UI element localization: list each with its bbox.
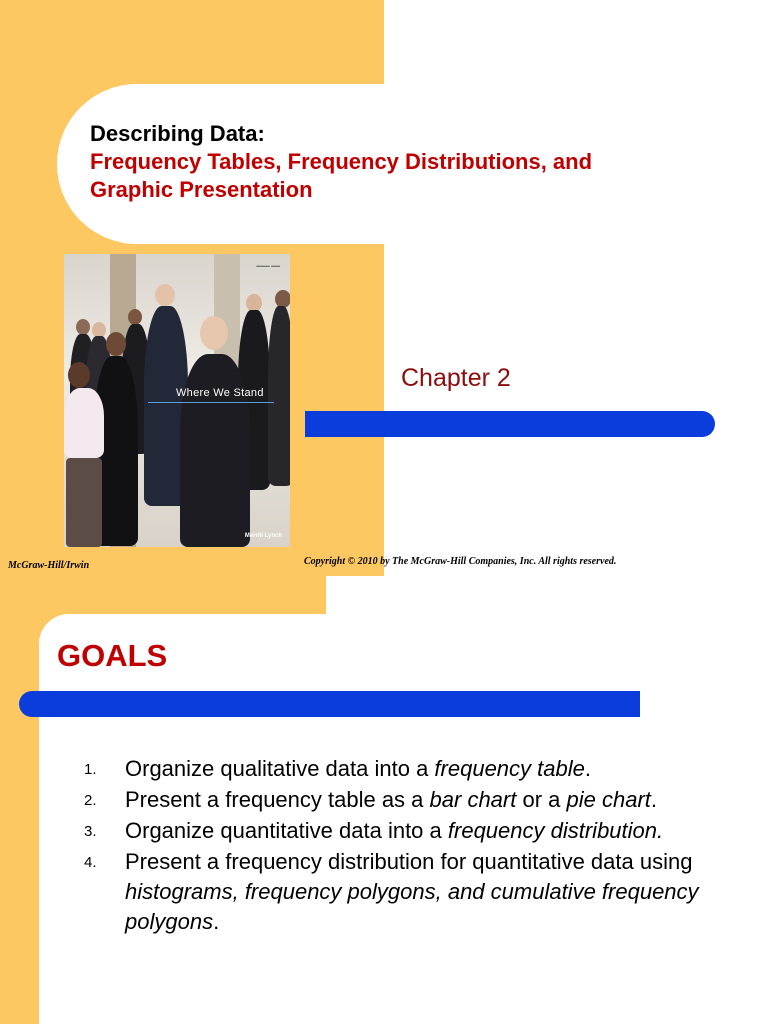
person-head <box>200 316 228 350</box>
goal-item <box>84 754 704 784</box>
goal-text: or a <box>516 787 567 812</box>
goal-number: 2. <box>84 792 97 809</box>
person-figure <box>180 354 250 547</box>
title-line-1: Describing Data: <box>90 121 265 146</box>
publisher-credit: McGraw-Hill/Irwin <box>8 560 90 571</box>
person-figure <box>64 388 104 458</box>
goal-item <box>84 785 704 815</box>
person-head <box>76 319 90 335</box>
person-figure <box>268 306 290 486</box>
background-step <box>326 576 768 604</box>
person-head <box>68 362 90 388</box>
goal-item <box>84 816 704 846</box>
slide-title <box>90 120 610 204</box>
person-head <box>128 309 142 325</box>
goal-number: 4. <box>84 854 97 871</box>
goal-text: Present a frequency distribution for quantitative data using <box>125 849 693 874</box>
person-head <box>106 332 126 356</box>
goal-term: frequency table <box>434 756 585 781</box>
goals-heading: GOALS <box>57 638 168 673</box>
chapter-label: Chapter 2 <box>401 364 511 392</box>
goal-text: . <box>650 787 658 812</box>
goal-term: frequency distribution. <box>447 818 664 843</box>
photo-caption: Where We Stand <box>176 387 264 399</box>
photo-caption-rule <box>148 402 274 403</box>
cover-photo <box>64 254 290 547</box>
goal-text: . <box>584 756 591 781</box>
goal-text: Present a frequency table as a <box>125 787 430 812</box>
goals-list <box>84 754 704 938</box>
photo-header-mark: ▬▬▬ ▬▬ <box>256 263 280 268</box>
person-figure <box>66 458 102 547</box>
copyright-notice: Copyright © 2010 by The McGraw-Hill Companies, Inc. All rights reserved. <box>304 556 617 567</box>
goal-term: bar chart <box>429 787 517 812</box>
goal-term: histograms, frequency polygons, and cumulative frequency polygons <box>125 879 699 934</box>
goals-slide <box>0 604 768 1024</box>
goal-text: Organize qualitative data into a <box>125 756 435 781</box>
blue-accent-bar <box>305 411 715 437</box>
goal-text: Organize quantitative data into a <box>125 818 448 843</box>
title-line-2: Frequency Tables, Frequency Distributions, and Graphic Presentation <box>90 149 593 202</box>
blue-accent-bar <box>19 691 640 717</box>
goal-term: pie chart <box>566 787 651 812</box>
goal-number: 3. <box>84 823 97 840</box>
orange-background-panel <box>0 604 39 1024</box>
goal-item <box>84 847 704 937</box>
person-head <box>155 284 175 306</box>
goal-number: 1. <box>84 761 97 778</box>
goal-text: . <box>213 909 220 934</box>
photo-brand-logo: Merrill Lynch <box>244 533 282 539</box>
